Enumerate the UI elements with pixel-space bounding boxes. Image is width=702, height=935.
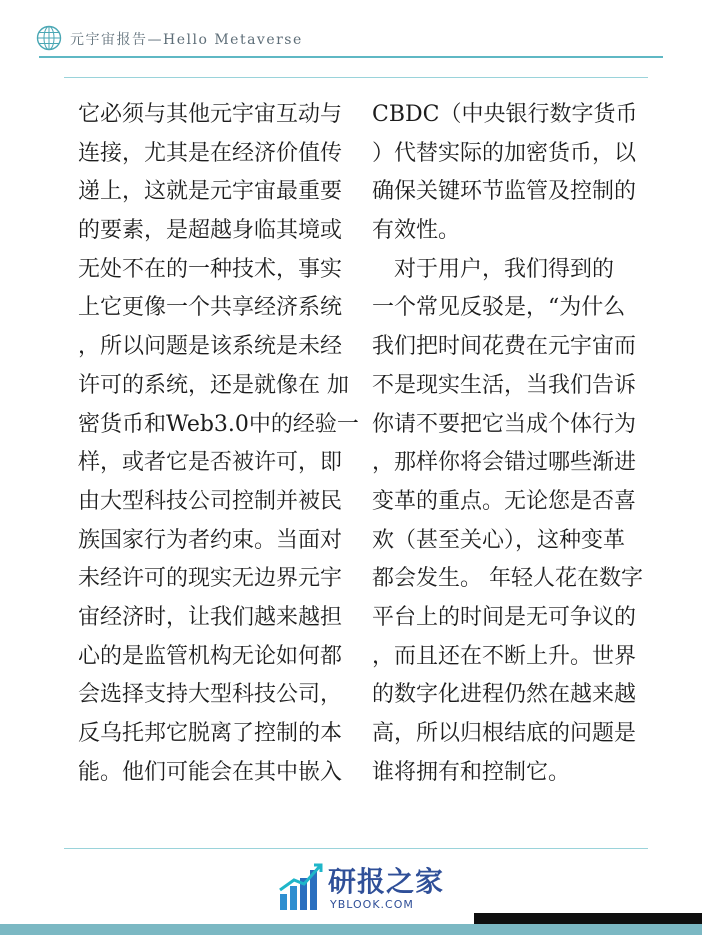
bar-chart-logo-icon (278, 860, 324, 912)
watermark-name: 研报之家 (328, 865, 445, 898)
content-top-rule (64, 77, 648, 78)
text-line: 族国家行为者约束。当面对 (78, 527, 343, 553)
text-line: ）代替实际的加密货币，以 (372, 140, 637, 166)
text-line: 对于用户，我们得到的 (372, 256, 615, 282)
text-line: 反乌托邦它脱离了控制的本 (78, 721, 343, 746)
left-column-text (78, 96, 358, 792)
watermark-logo (278, 856, 448, 916)
footer-black-bar (474, 913, 702, 924)
content-bottom-rule (64, 848, 648, 849)
text-line: 欢（甚至关心），这种变革 (372, 527, 626, 553)
watermark-url: YBLOOK.COM (330, 898, 414, 911)
text-line: ，那样你将会错过哪些渐进 (372, 450, 637, 476)
header-title: 元宇宙报告—Hello Metaverse (70, 32, 303, 48)
text-line: 许可的系统，还是就像在 加 (78, 372, 349, 398)
text-line: 样，或者它是否被许可，即 (78, 450, 343, 476)
text-line: CBDC（中央银行数字货币 (372, 102, 638, 127)
text-line: 高，所以归根结底的问题是 (372, 721, 637, 746)
text-line: 都会发生。 年轻人花在数字 (372, 566, 643, 592)
text-line: 确保关键环节监管及控制的 (372, 179, 637, 205)
text-line: 一个常见反驳是，“为什么 (372, 295, 626, 321)
text-line: 它必须与其他元宇宙互动与 (78, 102, 343, 127)
text-line: 的数字化进程仍然在越来越 (372, 682, 637, 708)
header-rule (39, 56, 663, 58)
text-line: 有效性。 (372, 218, 461, 244)
text-line: 连接，尤其是在经济价值传 (78, 140, 343, 166)
text-line: 无处不在的一种技术，事实 (78, 256, 343, 282)
right-column-text (372, 96, 652, 792)
text-line: 你请不要把它当成个体行为 (372, 411, 637, 437)
text-line: ，而且还在不断上升。世界 (372, 643, 637, 669)
text-line: 平台上的时间是无可争议的 (372, 604, 637, 630)
text-line: 由大型科技公司控制并被民 (78, 488, 343, 514)
text-line: 心的是监管机构无论如何都 (78, 643, 343, 669)
text-line: 能。他们可能会在其中嵌入 (78, 759, 343, 785)
page-header (0, 0, 702, 58)
text-line: ，所以问题是该系统是未经 (78, 334, 343, 360)
text-line: 递上，这就是元宇宙最重要 (78, 179, 343, 205)
text-line: 的要素，是超越身临其境或 (78, 218, 343, 244)
text-line: 不是现实生活，当我们告诉 (372, 372, 637, 398)
globe-logo-icon (36, 25, 62, 51)
text-line: 变革的重点。无论您是否喜 (372, 488, 637, 514)
text-line: 宙经济时，让我们越来越担 (78, 604, 343, 630)
text-line: 上它更像一个共享经济系统 (78, 295, 343, 321)
footer-teal-bar (0, 924, 702, 935)
text-line: 密货币和Web3.0中的经验一 (78, 411, 359, 437)
text-line: 未经许可的现实无边界元宇 (78, 566, 343, 592)
text-line: 谁将拥有和控制它。 (372, 759, 571, 785)
text-line: 会选择支持大型科技公司， (78, 682, 343, 708)
text-line: 我们把时间花费在元宇宙而 (372, 334, 637, 360)
